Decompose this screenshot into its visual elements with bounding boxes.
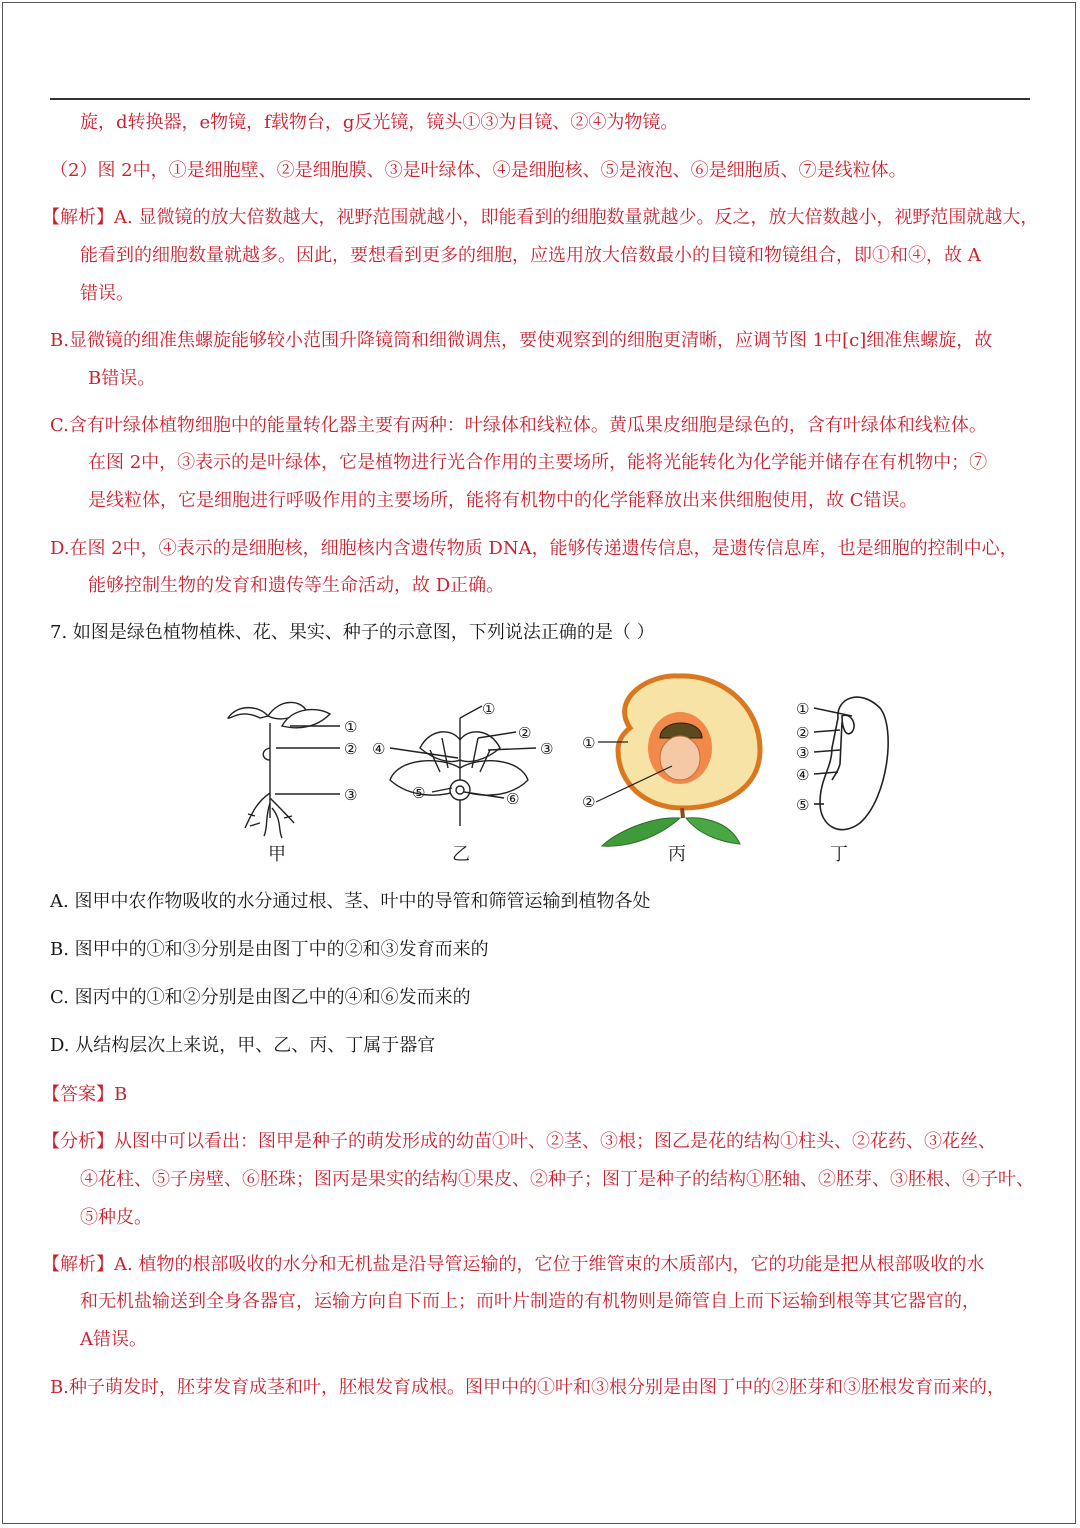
caption-yi: 乙: [452, 844, 470, 865]
text-line: 能够控制生物的发育和遗传等生命活动，故 D正确。: [88, 575, 505, 596]
label-ding-2: ②: [796, 724, 810, 742]
text-line: 在图 2中，③表示的是叶绿体，它是植物进行光合作用的主要场所，能将光能转化为化学能并储存在有机物中；⑦: [88, 452, 988, 473]
text-line: B错误。: [88, 368, 156, 389]
label-bing-1: ①: [582, 734, 596, 752]
flower-drawing: [390, 706, 536, 826]
text-line: 旋，d转换器，e物镜，f载物台，g反光镜，镜头①③为目镜、②④为物镜。: [80, 112, 679, 133]
explanation-line: 【解析】A. 植物的根部吸收的水分和无机盐是沿导管运输的，它位于维管束的木质部内，它的功能是把从根部吸收的水: [42, 1254, 985, 1275]
text-line: C.含有叶绿体植物细胞中的能量转化器主要有两种：叶绿体和线粒体。黄瓜果皮细胞是绿色的，含有叶绿体和线粒体。: [50, 415, 987, 436]
label-yi-3: ③: [540, 740, 554, 758]
label-yi-6: ⑥: [506, 790, 520, 808]
text-line: B.显微镜的细准焦螺旋能够较小范围升降镜筒和细微调焦，要使观察到的细胞更清晰，应调节图 1中[c]细准焦螺旋，故: [50, 330, 993, 351]
analysis-line: ④花柱、⑤子房壁、⑥胚珠；图丙是果实的结构①果皮、②种子；图丁是种子的结构①胚轴、②胚芽、③胚根、④子叶、: [80, 1169, 1034, 1190]
caption-bing: 丙: [668, 844, 686, 865]
label-ding-1: ①: [796, 700, 810, 718]
label-ding-3: ③: [796, 744, 810, 762]
label-jia-3: ③: [344, 786, 358, 804]
analysis-line: ⑤种皮。: [80, 1207, 152, 1228]
seed-drawing: [814, 697, 888, 830]
text-line: 【解析】A. 显微镜的放大倍数越大，视野范围就越小，即能看到的细胞数量就越少。反之，放大倍数越小，视野范围就越大，: [42, 207, 1039, 228]
plant-figure: [220, 668, 910, 868]
text-line: （2）图 2中，①是细胞壁、②是细胞膜、③是叶绿体、④是细胞核、⑤是液泡、⑥是细胞质、⑦是线粒体。: [50, 160, 907, 181]
seedling-drawing: [228, 702, 340, 838]
answer-line: 【答案】B: [42, 1084, 128, 1105]
label-jia-2: ②: [344, 740, 358, 758]
label-yi-4: ④: [372, 740, 386, 758]
label-yi-2: ②: [518, 724, 532, 742]
caption-jia: 甲: [268, 844, 286, 865]
label-bing-2: ②: [582, 793, 596, 811]
label-yi-5: ⑤: [412, 784, 426, 802]
text-line: 是线粒体，它是细胞进行呼吸作用的主要场所，能将有机物中的化学能释放出来供细胞使用，故 C错误。: [88, 490, 918, 511]
option-b: B. 图甲中的①和③分别是由图丁中的②和③发育而来的: [50, 939, 489, 960]
text-line: D.在图 2中，④表示的是细胞核，细胞核内含遗传物质 DNA，能够传递遗传信息，是遗传信息库，也是细胞的控制中心，: [50, 538, 1018, 559]
analysis-line: 【分析】从图中可以看出：图甲是种子的萌发形成的幼苗①叶、②茎、③根；图乙是花的结构①柱头、②花药、③花丝、: [42, 1131, 996, 1152]
text-line: 错误。: [80, 283, 134, 304]
explanation-line: 和无机盐输送到全身各器官，运输方向自下而上；而叶片制造的有机物则是筛管自上而下运输到根等其它器官的，: [80, 1291, 980, 1312]
header-rule: [50, 98, 1030, 100]
peach-drawing: [596, 676, 760, 846]
text-line: 能看到的细胞数量就越多。因此，要想看到更多的细胞，应选用放大倍数最小的目镜和物镜组合，即①和④，故 A: [80, 245, 981, 266]
option-c: C. 图丙中的①和②分别是由图乙中的④和⑥发而来的: [50, 987, 471, 1008]
label-jia-1: ①: [344, 718, 358, 736]
label-yi-1: ①: [482, 700, 496, 718]
question-stem: 7. 如图是绿色植物植株、花、果实、种子的示意图，下列说法正确的是（ ）: [50, 622, 655, 643]
label-ding-4: ④: [796, 766, 810, 784]
plant-diagram: [220, 668, 910, 868]
explanation-line: A错误。: [80, 1329, 147, 1350]
option-a: A. 图甲中农作物吸收的水分通过根、茎、叶中的导管和筛管运输到植物各处: [50, 891, 651, 912]
caption-ding: 丁: [830, 844, 848, 865]
explanation-line: B.种子萌发时，胚芽发育成茎和叶，胚根发育成根。图甲中的①叶和③根分别是由图丁中的②胚芽和③胚根发育而来的，: [50, 1377, 1005, 1398]
label-ding-5: ⑤: [796, 796, 810, 814]
option-d: D. 从结构层次上来说，甲、乙、丙、丁属于器官: [50, 1035, 436, 1056]
